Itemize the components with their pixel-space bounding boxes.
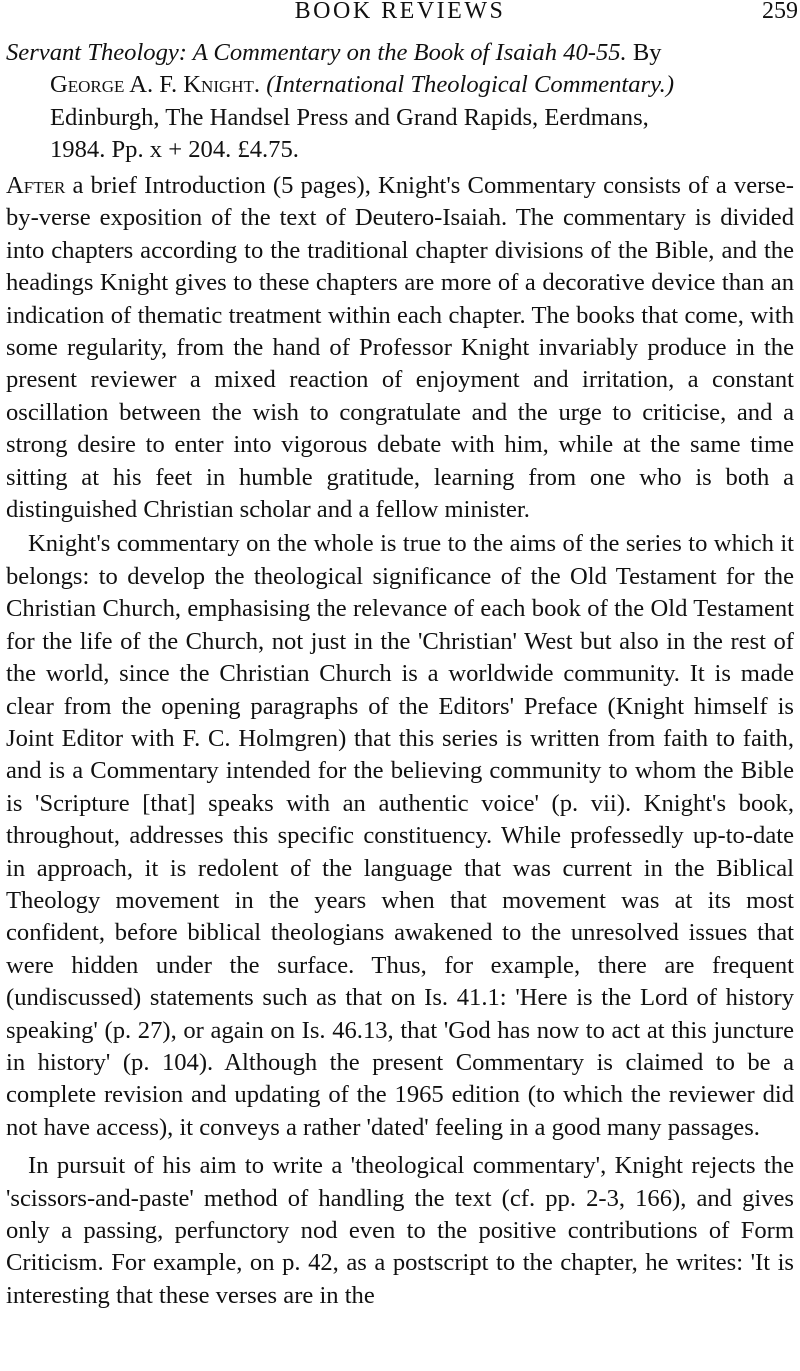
citation-details: 1984. Pp. x + 204. £4.75. xyxy=(50,136,299,164)
paragraph-1-text: a brief Introduction (5 pages), Knight's Commentary consists of a verse-by-verse exposition of the text of Deutero-Isaiah. The commentary is divided into chapters according to the traditional chapter divisions of the Bible, and the headings Knight gives to these chapters are more of a decorative device than an indication of thematic treatment within each chapter. The books that come, with some regularity, from the hand of Professor Knight invariably produce in the present reviewer a mixed reaction of enjoyment and irritation, a constant oscillation between the wish to congratulate and the urge to criticise, and a strong desire to enter into vigorous debate with him, while at the same time sitting at his feet in humble gratitude, learning from one who is both a distinguished Christian scholar and a fellow minister. xyxy=(6,172,794,524)
running-head xyxy=(0,0,800,34)
paragraph-1-lead: After xyxy=(6,172,66,199)
book-citation xyxy=(6,37,794,167)
page-number: 259 xyxy=(762,0,798,24)
paragraph-2: Knight's commentary on the whole is true to the aims of the series to which it belongs: to develop the theological significance of the Old Testament for the Christian Church, emphasising the relevance of each book of the Old Testament for the life of the Church, not just in the 'Christian' West but also in the rest of the world, since the Christian Church is a worldwide community. It is made clear from the opening paragraphs of the Editors' Preface (Knight himself is Joint Editor with F. C. Holmgren) that this series is written from faith to faith, and is a Commentary intended for the believing community to whom the Bible is 'Scripture [that] speaks with an authentic voice' (p. vii). Knight's book, throughout, addresses this specific constituency. While professedly up-to-date in approach, it is redolent of the language that was current in the Biblical Theology movement in the years when that movement was at its most confident, before biblical theologians awakened to the unresolved issues that were hidden under the surface. Thus, for example, there are frequent (undiscussed) statements such as that on Is. 41.1: 'Here is the Lord of history speaking' (p. 27), or again on Is. 46.13, that 'God has now to act at this juncture in history' (p. 104). Although the present Commentary is claimed to be a complete revision and updating of the 1965 edition (to which the reviewer did not have access), it conveys a rather 'dated' feeling in a good many passages. xyxy=(6,530,794,1141)
citation-publisher: Edinburgh, The Handsel Press and Grand Rapids, Eerdmans, xyxy=(50,103,649,131)
book-series: (International Theological Commentary.) xyxy=(266,71,675,99)
paragraph-1 xyxy=(6,170,794,526)
citation-line-1 xyxy=(6,37,794,69)
book-author: George A. F. Knight. xyxy=(50,71,261,99)
citation-by: By xyxy=(632,39,662,66)
citation-line-2 xyxy=(6,69,794,101)
paragraph-3: In pursuit of his aim to write a 'theological commentary', Knight rejects the 'scissors-and-paste' method of handling the text (cf. pp. 2-3, 166), and gives only a passing, perfunctory nod even to the positive contributions of Form Criticism. For example, on p. 42, as a postscript to the chapter, he writes: 'It is interesting that these verses are in the xyxy=(6,1152,794,1309)
book-title: Servant Theology: A Commentary on the Book of Isaiah 40-55. xyxy=(6,39,627,66)
running-title: BOOK REVIEWS xyxy=(294,0,506,24)
review-body xyxy=(6,170,794,1314)
